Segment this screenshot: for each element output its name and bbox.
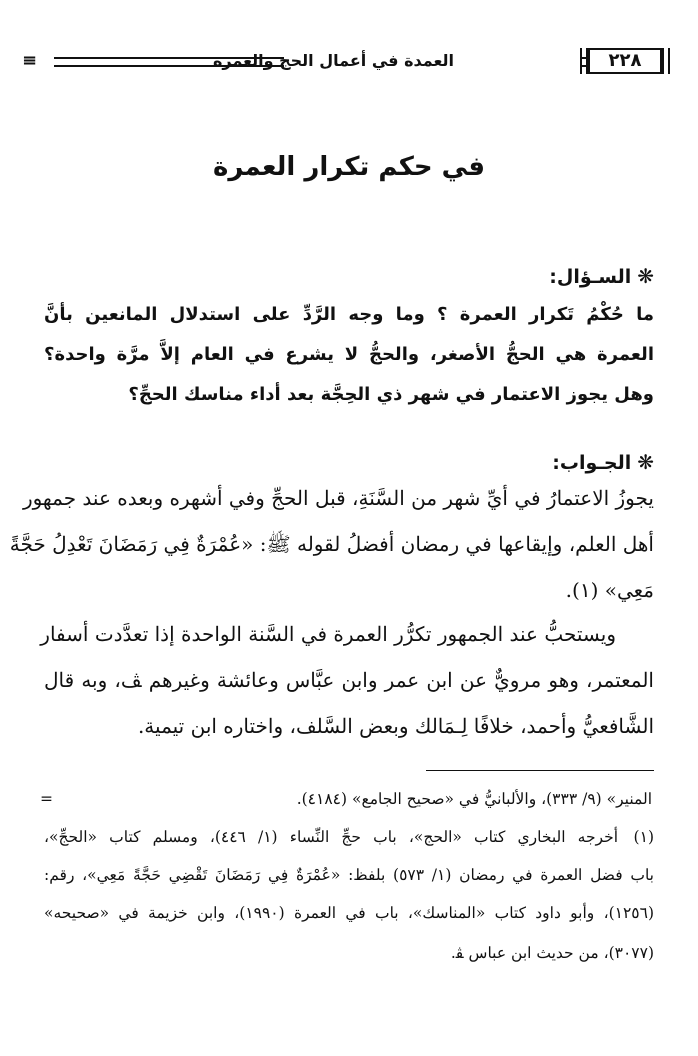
footnote-line: أخرجه البخاري كتاب «الحج»، باب حجِّ النِّساء (١/ ٤٤٦)، ومسلم كتاب «الحجِّ»، (44, 828, 618, 846)
answer-label: الجـواب: (552, 452, 632, 474)
answer-line: مَعِي» (١). (565, 578, 654, 602)
asterisk-flower-icon: ❋ (637, 450, 654, 474)
footnote-separator (426, 770, 654, 771)
header-rule-left (54, 57, 284, 67)
footnote-line: (٣٠٧٧)، من حديث ابن عباس ﭭ. (450, 944, 654, 962)
footnote-line: باب فضل العمرة في رمضان (١/ ٥٧٣) بلفظ: «عُمْرَةٌ فِي رَمَضَانَ تَقْضِي حَجَّةً مَعِي»، رقم: (44, 866, 654, 884)
running-header (22, 48, 676, 74)
question-label: السـؤال: (549, 266, 632, 288)
chapter-title: في حكم تكرار العمرة (213, 152, 485, 182)
question-line: ما حُكْمُ تَكرار العمرة ؟ وما وجه الرَّدِّ على استدلال المانعين بأنَّ (44, 304, 654, 325)
question-line: العمرة هي الحجُّ الأصغر، والحجُّ لا يشرع في العام إلاَّ مرَّة واحدة؟ (44, 344, 654, 365)
question-heading (549, 264, 654, 288)
footnote-line: (١٢٥٦)، وأبو داود كتاب «المناسك»، باب في العمرة (١٩٩٠)، وابن خزيمة في «صحيحه» (44, 904, 654, 922)
answer-line: يجوزُ الاعتمارُ في أيِّ شهر من السَّنَةِ، قبل الحجِّ وفي أشهره وبعده عند جمهور (22, 486, 654, 510)
answer-heading (552, 450, 654, 474)
footnote-number: (١) (633, 828, 654, 846)
question-line: وهل يجوز الاعتمار في شهر ذي الحِجَّة بعد أداء مناسك الحجِّ؟ (128, 384, 654, 405)
answer-line: الشَّافعيُّ وأحمد، خلافًا لِـمَالك وبعض السَّلف، واختاره ابن تيمية. (137, 714, 654, 738)
running-title: العمدة في أعمال الحج والعمرة (212, 51, 454, 70)
answer-line: أهل العلم، وإيقاعها في رمضان أفضلُ لقوله ﷺ: «عُمْرَةٌ فِي رَمَضَانَ تَعْدِلُ حَجَّةً (9, 532, 654, 556)
asterisk-flower-icon: ❋ (637, 264, 654, 288)
page-number: ٢٢٨ (588, 48, 662, 74)
answer-line: المعتمر، وهو مرويٌّ عن ابن عمر وابن عبَّاس وعائشة وغيرهم ﭫ، وبه قال (44, 668, 654, 692)
footnote-continuation-mark: = (40, 790, 53, 808)
header-rule-right (580, 57, 586, 67)
answer-line: ويستحبُّ عند الجمهور تكرُّر العمرة في السَّنة الواحدة إذا تعدَّدت أسفار (40, 622, 616, 646)
footnote-continued: المنير» (٩/ ٣٣٣)، والألبانيُّ في «صحيح الجامع» (٤١٨٤). (296, 790, 652, 808)
header-end-mark: ≡ (22, 50, 38, 71)
